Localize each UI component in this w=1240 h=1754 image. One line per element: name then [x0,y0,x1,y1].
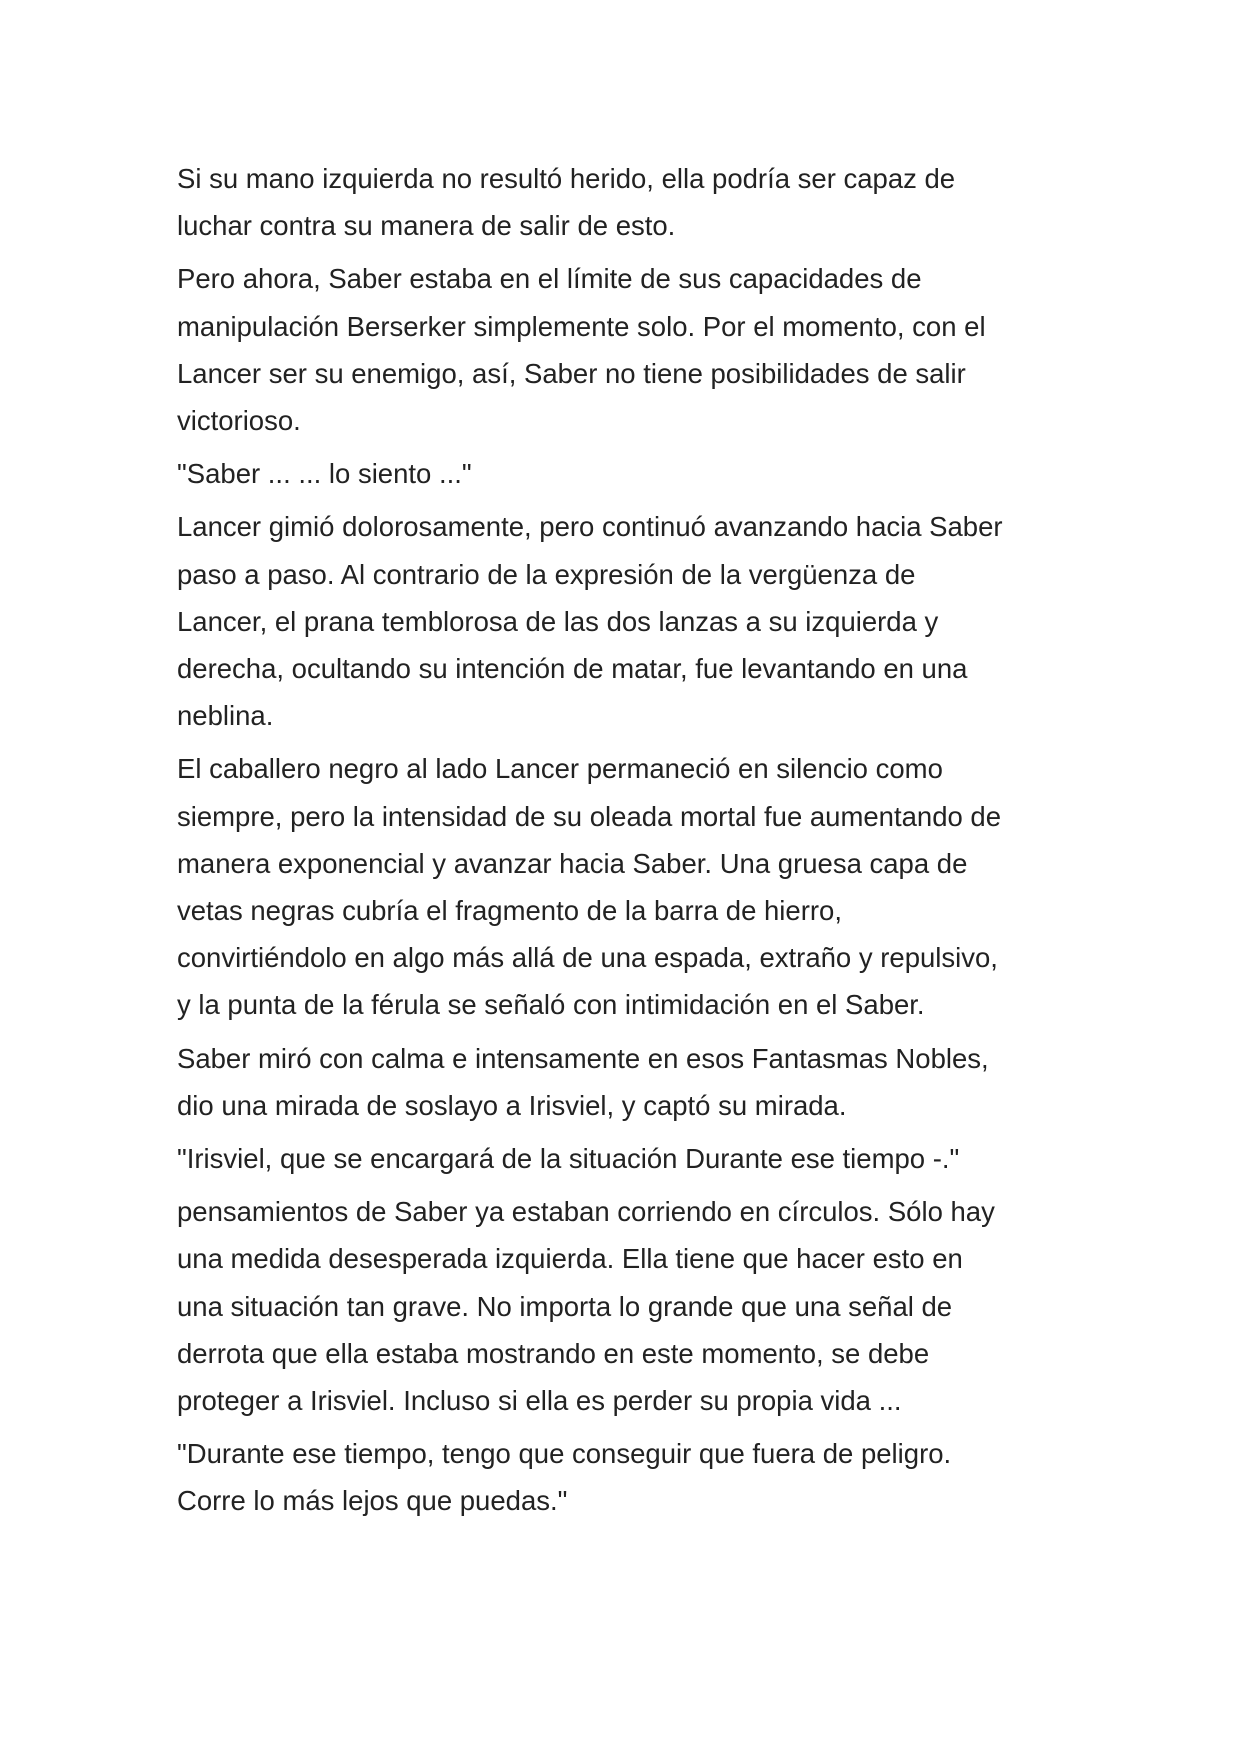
paragraph-2 [177,255,1077,444]
paragraph-4 [177,503,1077,739]
paragraph-5 [177,745,1077,1028]
text-line: paso a paso. Al contrario de la expresión de la vergüenza de [177,558,916,590]
text-line: proteger a Irisviel. Incluso si ella es perder su propia vida ... [177,1385,902,1417]
text-line: y la punta de la férula se señaló con intimidación en el Saber. [177,989,925,1021]
paragraph-8 [177,1188,1077,1424]
text-line: convirtiéndolo en algo más allá de una espada, extraño y repulsivo, [177,942,998,974]
text-line: pensamientos de Saber ya estaban corriendo en círculos. Sólo hay [177,1196,995,1228]
document-body [177,155,1077,1525]
text-line: luchar contra su manera de salir de esto. [177,210,676,242]
text-line: siempre, pero la intensidad de su oleada mortal fue aumentando de [177,800,1002,832]
text-line: Corre lo más lejos que puedas." [177,1485,568,1517]
text-line: Lancer, el prana temblorosa de las dos lanzas a su izquierda y [177,605,939,637]
paragraph-7 [177,1135,1077,1182]
text-line: Si su mano izquierda no resultó herido, ella podría ser capaz de [177,163,956,194]
text-line: derecha, ocultando su intención de matar, fue levantando en una [177,653,968,685]
text-line: Lancer ser su enemigo, así, Saber no tiene posibilidades de salir [177,357,966,389]
text-line: derrota que ella estaba mostrando en este momento, se debe [177,1337,930,1369]
text-line: "Durante ese tiempo, tengo que conseguir que fuera de peligro. [177,1438,952,1470]
text-line: victorioso. [177,405,301,437]
text-line: una medida desesperada izquierda. Ella tiene que hacer esto en [177,1243,963,1275]
text-line: dio una mirada de soslayo a Irisviel, y captó su mirada. [177,1089,847,1121]
paragraph-9 [177,1430,1077,1524]
paragraph-6 [177,1035,1077,1129]
paragraph-3 [177,450,1077,497]
text-line: manera exponencial y avanzar hacia Saber. Una gruesa capa de [177,847,968,879]
text-line: "Irisviel, que se encargará de la situación Durante ese tiempo -." [177,1143,960,1175]
text-line: "Saber ... ... lo siento ..." [177,458,472,490]
text-line: Lancer gimió dolorosamente, pero continuó avanzando hacia Saber [177,511,1003,543]
text-line: vetas negras cubría el fragmento de la barra de hierro, [177,895,842,927]
text-line: El caballero negro al lado Lancer permaneció en silencio como [177,753,943,785]
text-line: Pero ahora, Saber estaba en el límite de sus capacidades de [177,263,922,295]
text-line: una situación tan grave. No importa lo grande que una señal de [177,1290,953,1322]
text-line: neblina. [177,700,274,732]
text-line: Saber miró con calma e intensamente en esos Fantasmas Nobles, [177,1042,989,1074]
paragraph-1 [177,155,1077,249]
text-line: manipulación Berserker simplemente solo. Por el momento, con el [177,310,986,342]
